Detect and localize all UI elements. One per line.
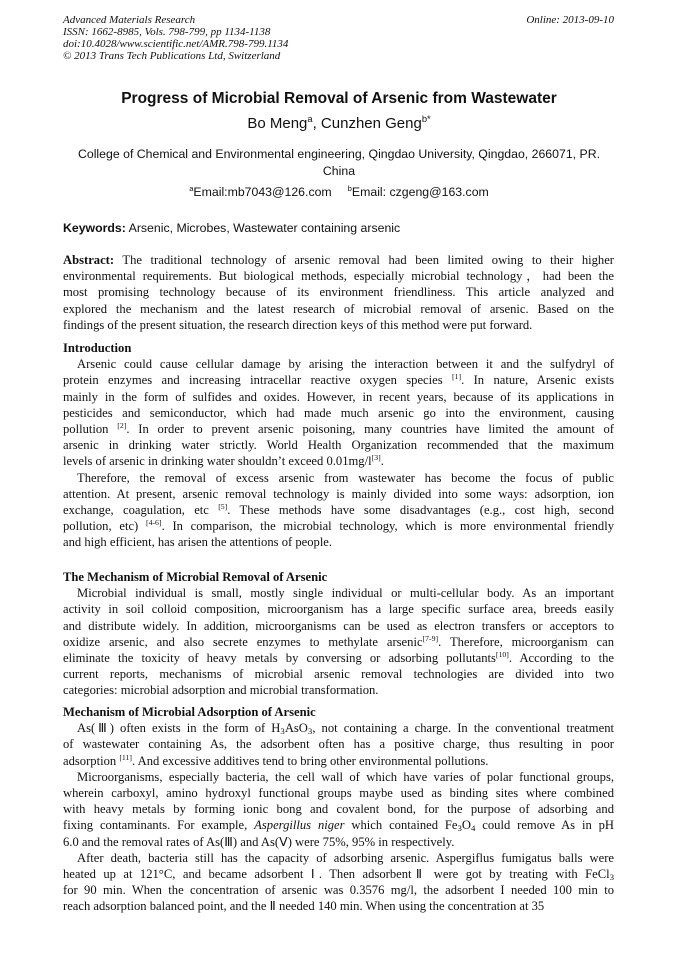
text-line xyxy=(63,421,614,437)
text-line xyxy=(63,372,614,388)
text-line xyxy=(63,317,614,333)
text-run: explored the mechanism and the latest research of microbial removal of arsenic. Based on the xyxy=(63,301,614,316)
text-line xyxy=(63,585,614,601)
text-run: exchange, coagulation, etc xyxy=(63,502,219,517)
text-run: 6.0 and the removal rates of As(Ⅲ) and As(Ⅴ) were 75%, 95% in respectively. xyxy=(63,834,455,849)
text-run: current reports, mechanisms of microbial arsenic removal technologies are divided into two xyxy=(63,667,614,682)
text-run: eliminate the toxicity of heavy metals by conversing or adsorbing pollutants xyxy=(63,650,496,665)
text-line xyxy=(63,252,614,268)
text-line xyxy=(63,866,614,882)
paragraph xyxy=(63,720,614,769)
text-run: The traditional technology of arsenic removal had been limited owing to their higher xyxy=(114,253,614,267)
text-run: could remove As in pH xyxy=(475,818,615,833)
citation: [2] xyxy=(117,420,127,430)
text-run: pollution, etc) xyxy=(63,519,146,534)
citation: [10] xyxy=(495,649,509,659)
text-run: As(Ⅲ) often exists in the form of H xyxy=(77,721,281,736)
text-run: . In nature, Arsenic exists xyxy=(461,373,614,388)
subscript: 3 xyxy=(457,823,462,834)
text-line xyxy=(63,666,614,682)
text-run: and distribute widely. In addition, microorganisms can be used as electron transfers or acceptors to xyxy=(63,618,614,633)
text-line xyxy=(63,720,614,736)
affiliation-country: China xyxy=(322,164,356,178)
section xyxy=(63,569,614,699)
copyright: © 2013 Trans Tech Publications Ltd, Switzerland xyxy=(63,50,281,62)
text-run: attention. At present, arsenic removal technology is mainly divided into some ways: adsorption, ion xyxy=(63,486,614,501)
citation: [5] xyxy=(218,501,228,511)
email: Email:mb7043@126.com xyxy=(193,185,332,199)
text-run: arsenic in drinking water strictly. World Health Organization recommended that the maximum xyxy=(63,438,614,453)
text-run: categories: microbial adsorption and microbial transformation. xyxy=(63,683,379,698)
species-name: Aspergillus niger xyxy=(254,818,345,833)
text-line xyxy=(63,882,614,898)
text-run: which contained Fe xyxy=(344,818,458,833)
citation: [3] xyxy=(371,453,381,463)
text-line xyxy=(63,682,614,698)
author-mark: b* xyxy=(421,113,431,124)
text-run: Microbial individual is small, mostly single individual or multi-cellular body. As an important xyxy=(77,586,614,601)
text-run: Arsenic could cause cellular damage by arising the interaction between it and the sulfydryl of xyxy=(77,357,614,372)
text-run: fixing contaminants. For example, xyxy=(63,818,255,833)
text-run: activity in soil colloid composition, microorganism has a large specific surface area, breeds easily xyxy=(63,602,614,617)
text-run: . These methods have some disadvantages (e.g., cost high, second xyxy=(227,502,614,517)
text-run: pesticides and semiconductor, which had made much arsenic go into the environment, causing xyxy=(63,405,614,420)
keywords xyxy=(63,221,400,235)
keywords-label: Keywords: xyxy=(63,221,126,235)
issn: ISSN: 1662-8985, Vols. 798-799, pp 1134-1138 xyxy=(63,26,271,38)
text-run: for 90 min. When the concentration of arsenic was 0.3576 mg/l, the adsorbent I needed 100 min to xyxy=(63,883,614,898)
paragraph xyxy=(63,356,614,469)
text-line xyxy=(63,785,614,801)
section-heading: The Mechanism of Microbial Removal of Arsenic xyxy=(63,570,328,584)
text-run: protein enzymes and increasing intracellar reactive oxygen species xyxy=(63,373,452,388)
text-run: heated up at 121°C, and became adsorbent Ⅰ. Then adsorbentⅡ were got by treating with FeCl xyxy=(63,866,610,881)
subscript: 3 xyxy=(609,871,614,882)
text-line xyxy=(63,389,614,405)
authors xyxy=(40,115,638,132)
author-name: Cunzhen Geng xyxy=(320,115,422,132)
text-line xyxy=(63,356,614,372)
citation: [4-6] xyxy=(145,518,162,527)
text-run: . According to the xyxy=(508,650,614,665)
text-line xyxy=(63,898,614,914)
section-heading: Introduction xyxy=(63,341,132,355)
text-run: mainly in the form of sulfides and oxides. However, in recent years, because of its applications in xyxy=(63,389,614,404)
paragraph xyxy=(63,850,614,915)
text-line xyxy=(63,502,614,518)
text-line xyxy=(63,453,614,469)
text-run: adsorption xyxy=(63,753,120,768)
citation: [1] xyxy=(452,372,462,382)
text-run: findings of the present situation, the research direction keys of this method were put forward. xyxy=(63,317,533,332)
section xyxy=(63,252,614,333)
section xyxy=(63,704,614,914)
text-line xyxy=(63,817,614,833)
text-line xyxy=(63,634,614,650)
text-run: After death, bacteria still has the capacity of adsorbing arsenic. Aspergiflus fumigatus balls were xyxy=(77,850,614,865)
citation: [11] xyxy=(119,752,133,762)
author-mark: a xyxy=(307,113,313,124)
paper-title: Progress of Microbial Removal of Arsenic from Wastewater xyxy=(121,90,557,107)
abstract-label: Abstract: xyxy=(63,253,115,267)
text-run: reach adsorption balanced point, and the Ⅱ needed 140 min. When using the concentration at 35 xyxy=(63,899,545,914)
text-run: wherein carboxyl, amino hydroxyl functional groups maybe used as binding sites where combined xyxy=(63,785,614,800)
text-line xyxy=(63,518,614,534)
paragraph xyxy=(63,470,614,551)
text-line xyxy=(63,486,614,502)
text-line xyxy=(63,601,614,617)
paragraph xyxy=(63,769,614,850)
text-line xyxy=(63,650,614,666)
text-run: . xyxy=(380,454,384,469)
paragraph xyxy=(63,585,614,698)
subscript: 3 xyxy=(280,725,285,736)
text-run: . And excessive additives tend to bring other environmental pollutions. xyxy=(132,753,489,768)
text-run: Microorganisms, especially bacteria, the cell wall of which have varies of polar functional groups, xyxy=(77,769,614,784)
subscript: 3 xyxy=(307,725,313,736)
paragraph xyxy=(63,252,614,333)
text-line xyxy=(63,268,614,284)
keywords-text: Arsenic, Microbes, Wastewater containing arsenic xyxy=(125,221,401,235)
text-run: of wastewater containing As, the adsorbent often has a positive charge, thus resulting in poor xyxy=(63,737,614,752)
affiliation: College of Chemical and Environmental engineering, Qingdao University, Qingdao, 266071, PR. xyxy=(77,147,600,161)
email: Email: czgeng@163.com xyxy=(351,185,489,199)
citation: [7-9] xyxy=(422,633,439,643)
text-line xyxy=(63,405,614,421)
online-date: Online: 2013-09-10 xyxy=(526,14,614,26)
text-line xyxy=(63,470,614,486)
text-run: . In order to prevent arsenic poisoning, many countries have limited the amount of xyxy=(126,421,614,436)
text-run: oxidize arsenic, and also secrete enzymes to methylate arsenic xyxy=(63,634,423,649)
text-run: , not containing a charge. In the conventional treatment xyxy=(312,721,614,736)
author-separator: , xyxy=(312,115,321,132)
doi: doi:10.4028/www.scientific.net/AMR.798-799.1134 xyxy=(63,38,289,50)
text-line xyxy=(63,736,614,752)
text-line xyxy=(63,769,614,785)
text-line xyxy=(63,284,614,300)
email-mark: a xyxy=(189,184,194,194)
text-line xyxy=(63,437,614,453)
text-run: . In comparison, the microbial technology, which is more environmental friendly xyxy=(161,519,614,534)
text-line xyxy=(63,834,614,850)
text-run: environmental requirements. But biological methods, especially microbial technology，had been the xyxy=(63,269,614,284)
text-run: with heavy metals by forming ionic bong and covalent bond, for the purpose of adsorbing and xyxy=(63,802,614,817)
journal-name: Advanced Materials Research xyxy=(63,14,196,26)
text-line xyxy=(63,534,614,550)
subscript: 4 xyxy=(471,823,476,834)
text-run: O xyxy=(461,818,472,833)
text-run: pollution xyxy=(63,421,118,436)
text-line xyxy=(63,301,614,317)
text-line xyxy=(63,753,614,769)
text-run: . Therefore, microorganism can xyxy=(438,634,614,649)
text-run: and high efficient, has arisen the attentions of people. xyxy=(63,535,333,550)
text-line xyxy=(63,618,614,634)
email-mark: b xyxy=(347,184,352,194)
emails xyxy=(40,185,638,199)
text-run: levels of arsenic in drinking water shouldn’t exceed 0.01mg/l xyxy=(63,454,372,469)
section xyxy=(63,340,614,550)
section-heading: Mechanism of Microbial Adsorption of Arsenic xyxy=(63,705,316,719)
journal-header xyxy=(63,14,288,62)
text-run: most promising technology because of its environment friendliness. This article analyzed and xyxy=(63,285,614,300)
text-line xyxy=(63,801,614,817)
text-line xyxy=(63,850,614,866)
text-run: AsO xyxy=(284,721,308,736)
text-run: Therefore, the removal of excess arsenic from wastewater has become the focus of public xyxy=(77,470,614,485)
author-name: Bo Meng xyxy=(247,115,308,132)
